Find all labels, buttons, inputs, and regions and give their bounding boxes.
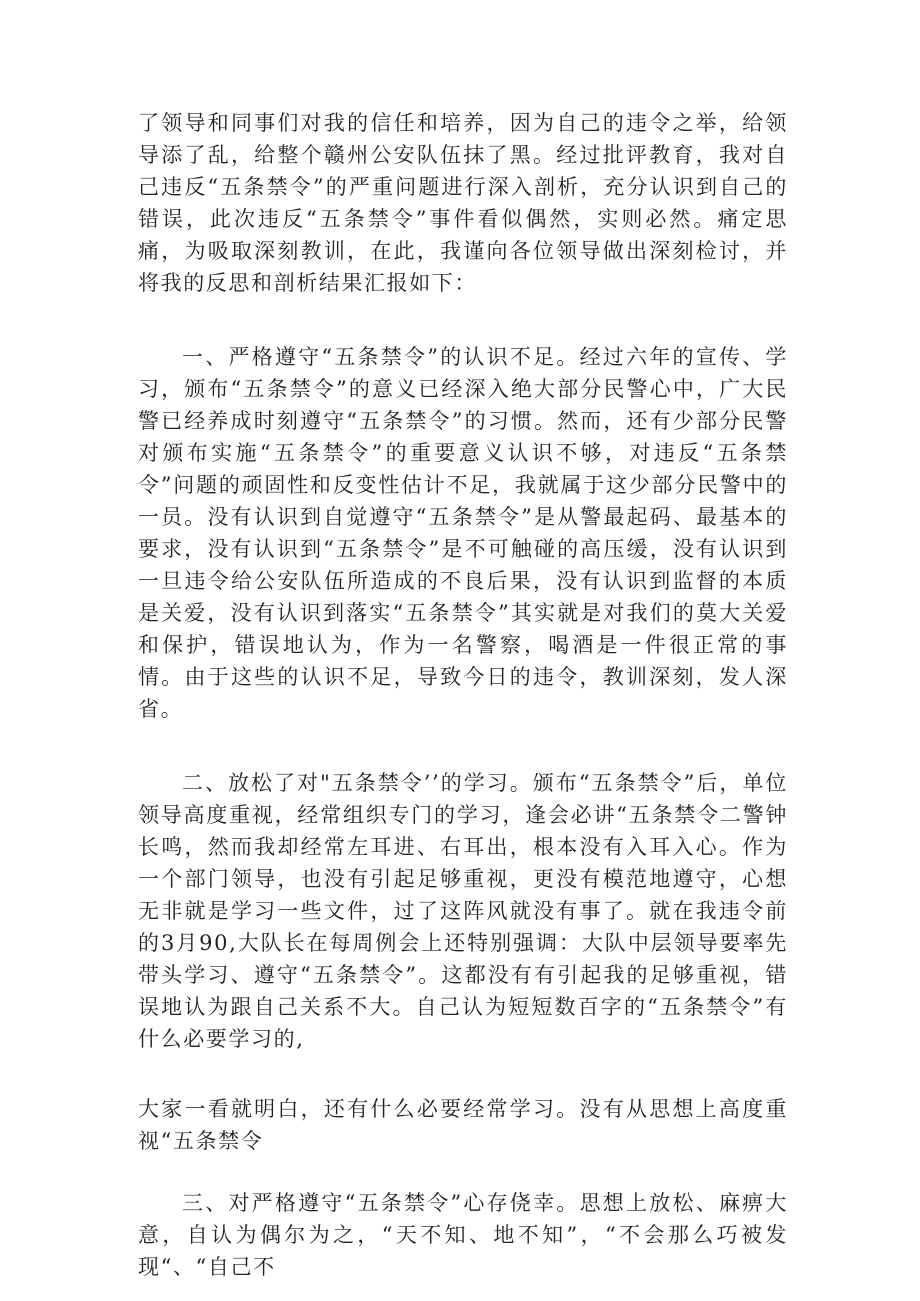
section-1-paragraph: 一、严格遵守“五条禁令”的认识不足。经过六年的宣传、学习，颁布“五条禁令”的意义已经深入绝大部分民警心中，广大民警已经养成时刻遵守“五条禁令”的习惯。然而，还有少部分民警对颁布实施“五条禁令”的重要意义认识不够，对违反“五条禁令”问题的顽固性和反变性估计不足，我就属于这少部分民警中的一员。没有认识到自觉遵守“五条禁令”是从警最起码、最基本的要求，没有认识到“五条禁令”是不可触碰的高压缓，没有认识到一旦违令给公安队伍所造成的不良后果，没有认识到监督的本质是关爱，没有认识到落实“五条禁令”其实就是对我们的莫大关爱和保护，错误地认为，作为一名警察，喝酒是一件很正常的事情。由于这些的认识不足，导致今日的违令，教训深刻，发人深省。 [138,345,788,721]
section-2-paragraph: 二、放松了对"五条禁令’’的学习。颁布“五条禁令”后，单位领导高度重视，经常组织专门的学习，逢会必讲“五条禁令二警钟长鸣，然而我却经常左耳进、右耳出，根本没有入耳入心。作为一个部门领导，也没有引起足够重视，更没有模范地遵守，心想无非就是学习一些文件，过了这阵风就没有事了。就在我违令前的3月90,大队长在每周例会上还特别强调：大队中层领导要率先带头学习、遵守“五条禁令”。这都没有有引起我的足够重视，错误地认为跟自己关系不大。自己认为短短数百字的“五条禁令”有什么必要学习的, [138,771,788,1051]
intro-paragraph: 了领导和同事们对我的信任和培养，因为自己的违令之举，给领导添了乱，给整个赣州公安队伍抹了黑。经过批评教育，我对自己违反“五条禁令”的严重问题进行深入剖析，充分认识到自己的错误，此次违反“五条禁令”事件看似偶然，实则必然。痛定思痛，为吸取深刻教训，在此，我谨向各位领导做出深刻检讨，并将我的反思和剖析结果汇报如下： [138,111,788,295]
document-page [138,107,788,1283]
section-2-continuation-paragraph: 大家一看就明白，还有什么必要经常学习。没有从思想上高度重视“五条禁令 [138,1097,788,1153]
section-3-paragraph: 三、对严格遵守“五条禁令”心存侥幸。思想上放松、麻痹大意，自认为偶尔为之，“天不知、地不知”，“不会那么巧被发现“、“自己不 [138,1191,788,1279]
